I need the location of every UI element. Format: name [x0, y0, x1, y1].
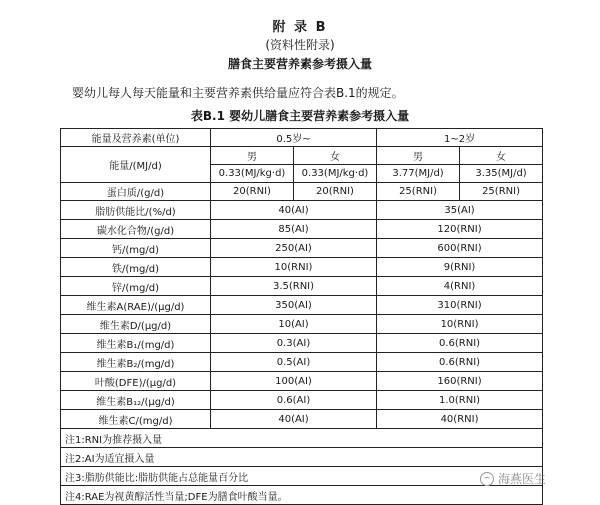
- nutrient-table: [60, 128, 543, 505]
- note-row: [61, 486, 543, 505]
- sex-row: [61, 147, 543, 165]
- watermark: [480, 470, 546, 487]
- intro-paragraph: 婴幼儿每人每天能量和主要营养素供给量应符合表B.1的规定。: [72, 86, 404, 100]
- energy-value: 3.35(MJ/d): [460, 165, 543, 183]
- value-age-0-5: 250(AI): [211, 239, 377, 258]
- table-row: [61, 410, 543, 429]
- table-row: [61, 334, 543, 353]
- table-note: 注1:RNI为推荐摄入量: [61, 429, 543, 448]
- value-age-0-5: 10(AI): [211, 315, 377, 334]
- nutrient-label: 钙/(mg/d): [61, 239, 211, 258]
- nutrient-label: 维生素B₁₂/(μg/d): [61, 391, 211, 410]
- value-age-1-2: 310(RNI): [377, 296, 543, 315]
- note-row: [61, 448, 543, 467]
- value-age-1-2: 0.6(RNI): [377, 334, 543, 353]
- value-age-0-5: 0.6(AI): [211, 391, 377, 410]
- header-row: [61, 129, 543, 147]
- value-age-0-5: 3.5(RNI): [211, 277, 377, 296]
- table-row: [61, 315, 543, 334]
- protein-value: 25(RNI): [460, 183, 543, 201]
- value-age-1-2: 35(AI): [377, 201, 543, 220]
- appendix-subject: 膳食主要营养素参考摄入量: [227, 57, 372, 71]
- value-age-1-2: 600(RNI): [377, 239, 543, 258]
- value-age-1-2: 1.0(RNI): [377, 391, 543, 410]
- male-label: 男: [211, 147, 294, 165]
- nutrient-label: 维生素A(RAE)/(μg/d): [61, 296, 211, 315]
- age-group-2: 1~2岁: [377, 129, 543, 147]
- table-note: 注2:AI为适宜摄入量: [61, 448, 543, 467]
- value-age-0-5: 40(AI): [211, 410, 377, 429]
- value-age-1-2: 10(RNI): [377, 315, 543, 334]
- note-row: [61, 467, 543, 486]
- value-age-1-2: 9(RNI): [377, 258, 543, 277]
- table-row: [61, 239, 543, 258]
- protein-row: [61, 183, 543, 201]
- nutrient-label: 叶酸(DFE)/(μg/d): [61, 372, 211, 391]
- value-age-0-5: 0.3(AI): [211, 334, 377, 353]
- value-age-1-2: 160(RNI): [377, 372, 543, 391]
- informative-label: (资料性附录): [265, 38, 335, 52]
- protein-value: 20(RNI): [294, 183, 377, 201]
- watermark-text: 海燕医生: [498, 472, 547, 486]
- male-label: 男: [377, 147, 460, 165]
- value-age-0-5: 85(AI): [211, 220, 377, 239]
- value-age-0-5: 10(RNI): [211, 258, 377, 277]
- table-row: [61, 391, 543, 410]
- value-age-1-2: 120(RNI): [377, 220, 543, 239]
- nutrient-label: 维生素C/(mg/d): [61, 410, 211, 429]
- value-age-1-2: 40(RNI): [377, 410, 543, 429]
- value-age-0-5: 40(AI): [211, 201, 377, 220]
- note-row: [61, 429, 543, 448]
- energy-label: 能量/(MJ/d): [61, 147, 211, 183]
- wechat-logo-icon: [480, 472, 494, 486]
- value-age-1-2: 0.6(RNI): [377, 353, 543, 372]
- appendix-title: 附 录 B: [272, 20, 328, 35]
- table-row: [61, 277, 543, 296]
- nutrient-label: 脂肪供能比/(%/d): [61, 201, 211, 220]
- energy-value: 0.33(MJ/kg·d): [294, 165, 377, 183]
- energy-value: 3.77(MJ/d): [377, 165, 460, 183]
- table-row: [61, 220, 543, 239]
- nutrient-label: 碳水化合物/(g/d): [61, 220, 211, 239]
- protein-value: 25(RNI): [377, 183, 460, 201]
- nutrient-label: 维生素B₁/(mg/d): [61, 334, 211, 353]
- age-group-1: 0.5岁~: [211, 129, 377, 147]
- table-note: 注4:RAE为视黄醇活性当量;DFE为膳食叶酸当量。: [61, 486, 543, 505]
- female-label: 女: [460, 147, 543, 165]
- table-row: [61, 201, 543, 220]
- value-age-1-2: 4(RNI): [377, 277, 543, 296]
- female-label: 女: [294, 147, 377, 165]
- energy-value: 0.33(MJ/kg·d): [211, 165, 294, 183]
- table-note: 注3:脂肪供能比:脂肪供能占总能量百分比: [61, 467, 543, 486]
- nutrient-label: 维生素D/(μg/d): [61, 315, 211, 334]
- nutrient-label: 铁/(mg/d): [61, 258, 211, 277]
- value-age-0-5: 100(AI): [211, 372, 377, 391]
- value-age-0-5: 350(AI): [211, 296, 377, 315]
- nutrient-label: 锌/(mg/d): [61, 277, 211, 296]
- table-row: [61, 296, 543, 315]
- table-row: [61, 372, 543, 391]
- table-row: [61, 353, 543, 372]
- table-caption: 表B.1 婴幼儿膳食主要营养素参考摄入量: [190, 109, 410, 123]
- col-header: 能量及营养素(单位): [61, 129, 211, 147]
- table-row: [61, 258, 543, 277]
- value-age-0-5: 0.5(AI): [211, 353, 377, 372]
- protein-label: 蛋白质/(g/d): [61, 183, 211, 201]
- nutrient-label: 维生素B₂/(mg/d): [61, 353, 211, 372]
- protein-value: 20(RNI): [211, 183, 294, 201]
